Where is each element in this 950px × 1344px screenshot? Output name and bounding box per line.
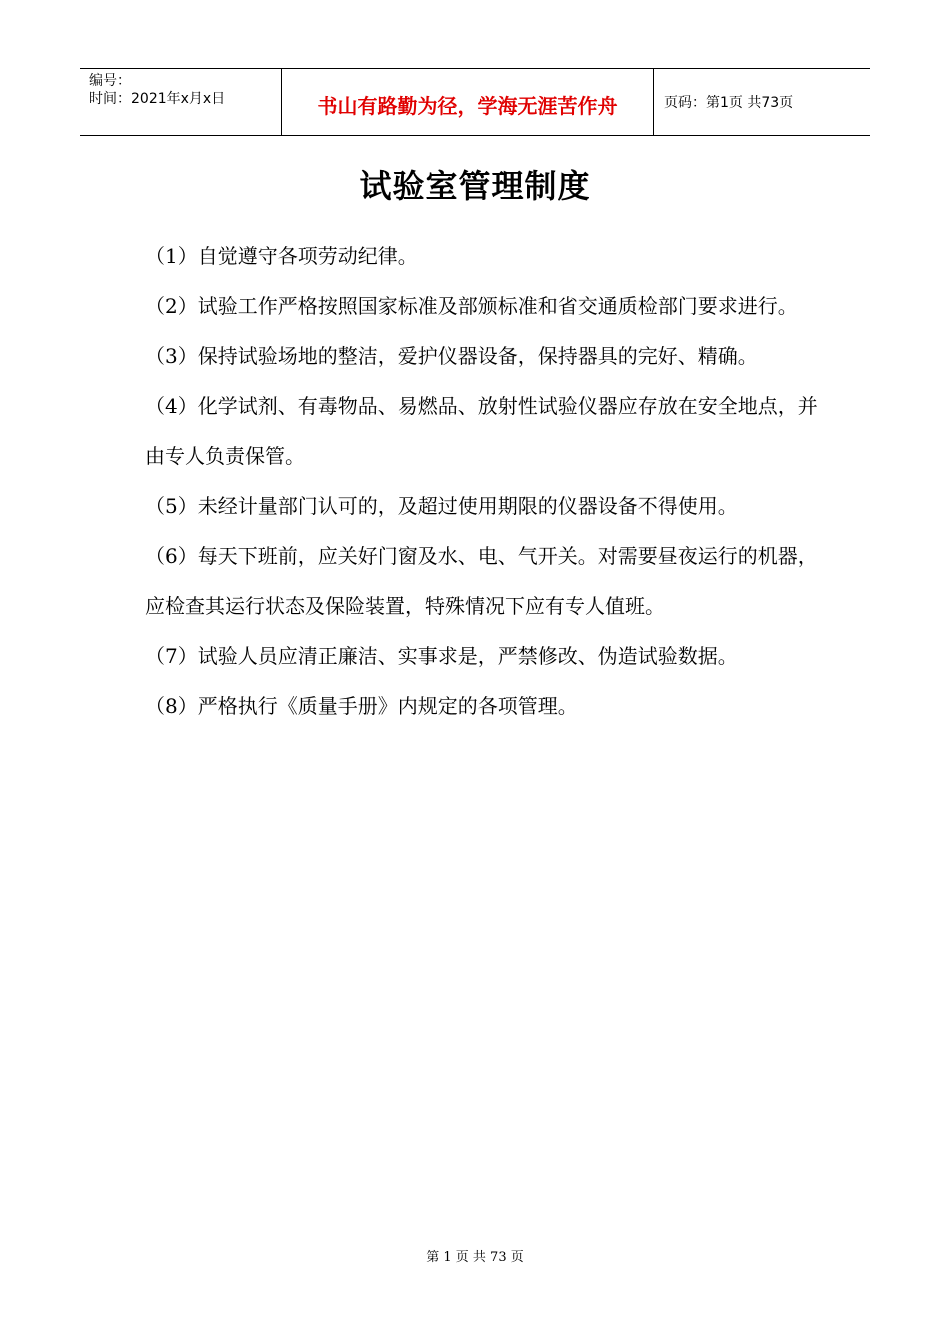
rule-item-5: （5）未经计量部门认可的，及超过使用期限的仪器设备不得使用。 [145,494,738,518]
document-title: 试验室管理制度 [359,167,591,205]
rule-item-7: （7）试验人员应清正廉洁、实事求是，严禁修改、伪造试验数据。 [145,644,738,668]
rule-item-1: （1）自觉遵守各项劳动纪律。 [145,244,418,268]
document-number-label: 编号： [89,73,131,89]
page-footer: 第 1 页 共 73 页 [426,1250,524,1265]
document-body [145,231,825,731]
header-motto: 书山有路勤为径，学海无涯苦作舟 [317,93,618,118]
header-motto-cell [282,69,654,135]
rule-item-2: （2）试验工作严格按照国家标准及部颁标准和省交通质检部门要求进行。 [145,294,798,318]
rule-item-3: （3）保持试验场地的整洁，爱护仪器设备，保持器具的完好、精确。 [145,344,758,368]
header-page-cell [654,69,870,135]
header-page-info: 页码：第1页 共73页 [664,95,794,111]
document-header [80,68,870,136]
header-meta-cell [80,69,282,135]
rule-item-4: （4）化学试剂、有毒物品、易燃品、放射性试验仪器应存放在安全地点，并由专人负责保管。 [145,394,818,468]
rule-item-6: （6）每天下班前，应关好门窗及水、电、气开关。对需要昼夜运行的机器，应检查其运行状态及保险装置，特殊情况下应有专人值班。 [145,544,818,618]
rule-item-8: （8）严格执行《质量手册》内规定的各项管理。 [145,694,578,718]
document-time-label: 时间：2021年x月x日 [89,91,226,107]
